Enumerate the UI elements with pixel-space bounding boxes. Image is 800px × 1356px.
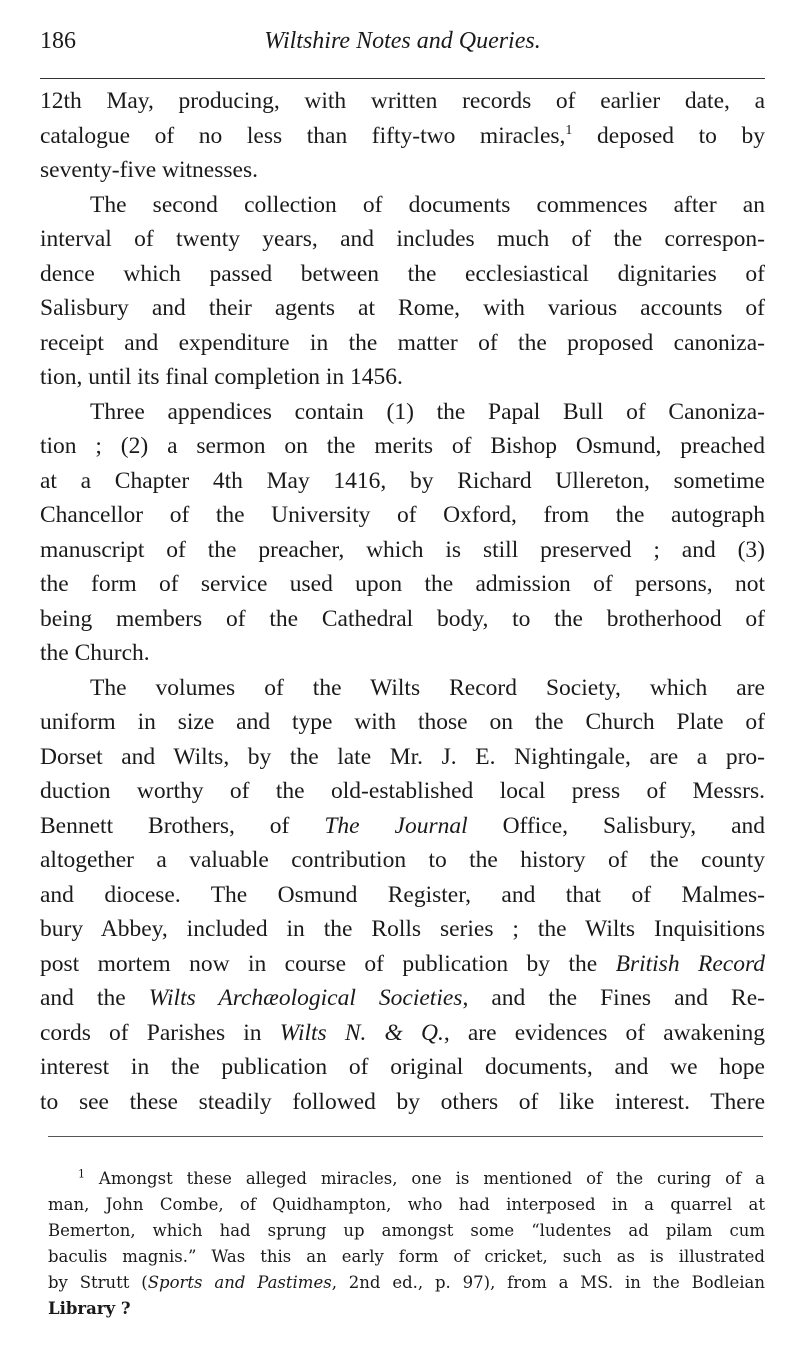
text-segment: to see these steadily followed by others of like interest. There — [40, 1088, 765, 1115]
text-segment: uniform in size and type with those on the Church Plate of — [40, 709, 765, 735]
text-segment: Dorset and Wilts, by the late Mr. J. E. Nightingale, are a pro- — [40, 743, 765, 770]
body-line — [40, 360, 765, 395]
body-line — [40, 1050, 765, 1085]
text-segment: Bemerton, which had sprung up amongst some “ludentes ad pilam cum — [48, 1221, 765, 1240]
text-segment: interest in the publication of original documents, and we hope — [40, 1054, 765, 1080]
text-segment: catalogue of no less than fifty-two miracles, — [40, 122, 566, 149]
footnote-line — [48, 1192, 765, 1218]
body-line — [40, 464, 765, 499]
text-segment: man, John Combe, of Quidhampton, who had interposed in a quarrel at — [48, 1195, 765, 1214]
text-segment: duction worthy of the old-established local press of Messrs. — [40, 778, 765, 804]
italic-text: Sports and Pastimes — [147, 1273, 332, 1292]
text-segment: and the — [40, 985, 149, 1011]
body-line — [40, 188, 765, 223]
body-line — [40, 774, 765, 809]
text-segment: bury Abbey, included in the Rolls series ; the Wilts Inquisitions — [40, 916, 765, 942]
footnotes — [48, 1166, 765, 1322]
footnote-marker: 1 — [565, 122, 573, 138]
text-segment: by Strutt ( — [48, 1273, 148, 1292]
text-segment: receipt and expenditure in the matter of the proposed canoniza- — [40, 329, 765, 356]
text-segment: Chancellor of the University of Oxford, from the autograph — [40, 502, 765, 528]
text-segment: interval of twenty years, and includes much of the correspon- — [40, 226, 765, 252]
footnote-line — [48, 1166, 765, 1192]
text-segment: Salisbury and their agents at Rome, with various accounts of — [40, 295, 765, 321]
text-segment: Three appendices contain (1) the Papal Bull of Canoniza- — [90, 398, 765, 425]
body-text — [40, 84, 765, 1119]
italic-text: Wilts Archæological Societies — [148, 985, 463, 1011]
text-segment: Library ? — [48, 1299, 131, 1318]
italic-text: The Journal — [324, 812, 468, 839]
body-line — [40, 153, 765, 188]
text-segment: , and the Fines and Re- — [462, 985, 765, 1011]
text-segment: , 2nd ed., p. 97), from a MS. in the Bodleian — [331, 1273, 765, 1292]
body-line — [40, 740, 765, 775]
text-segment: being members of the Cathedral body, to the brotherhood of — [40, 605, 765, 632]
text-segment: tion, until its final completion in 1456. — [40, 364, 403, 390]
text-segment: the Church. — [40, 640, 150, 666]
footnote-line — [48, 1270, 765, 1296]
body-line — [40, 843, 765, 878]
text-segment: seventy-five witnesses. — [40, 157, 258, 183]
italic-text: Wilts N. & Q. — [279, 1019, 444, 1046]
body-line — [40, 947, 765, 982]
body-line — [40, 429, 765, 464]
text-segment: post mortem now in course of publication by the — [40, 950, 616, 977]
body-line — [40, 878, 765, 913]
text-segment: cords of Parishes in — [40, 1019, 280, 1046]
footnote-marker: 1 — [78, 1167, 85, 1181]
running-title: Wiltshire Notes and Queries. — [264, 28, 541, 54]
text-segment: The second collection of documents commences after an — [90, 191, 765, 218]
body-line — [40, 119, 765, 154]
body-line — [40, 636, 765, 671]
body-line — [40, 1085, 765, 1120]
page-number: 186 — [40, 28, 76, 54]
body-line — [40, 671, 765, 706]
body-line — [40, 1016, 765, 1051]
text-segment: manuscript of the preacher, which is still preserved ; and (3) — [40, 536, 765, 563]
text-segment: tion ; (2) a sermon on the merits of Bishop Osmund, preached — [40, 433, 765, 459]
body-line — [40, 222, 765, 257]
text-segment: dence which passed between the ecclesiastical dignitaries of — [40, 260, 765, 287]
body-line — [40, 705, 765, 740]
text-segment: at a Chapter 4th May 1416, by Richard Ullereton, sometime — [40, 467, 765, 494]
body-line — [40, 809, 765, 844]
footnote-rule — [48, 1136, 763, 1137]
body-line — [40, 567, 765, 602]
body-line — [40, 981, 765, 1016]
text-segment: , are evidences of awakening — [443, 1019, 765, 1046]
body-line — [40, 498, 765, 533]
header-rule — [40, 78, 765, 79]
text-segment: Office, Salisbury, and — [467, 812, 766, 839]
footnote-line — [48, 1218, 765, 1244]
body-line — [40, 84, 765, 119]
body-line — [40, 395, 765, 430]
text-segment: 12th May, producing, with written records of earlier date, a — [40, 88, 765, 114]
text-segment: the form of service used upon the admission of persons, not — [40, 571, 765, 597]
text-segment: deposed to by — [572, 122, 765, 149]
body-line — [40, 602, 765, 637]
footnote-line — [48, 1244, 765, 1270]
text-segment: altogether a valuable contribution to the history of the county — [40, 847, 765, 873]
footnote-line — [48, 1296, 765, 1322]
body-line — [40, 533, 765, 568]
running-header — [40, 28, 765, 62]
text-segment: Amongst these alleged miracles, one is mentioned of the curing of a — [85, 1169, 765, 1188]
body-line — [40, 291, 765, 326]
body-line — [40, 326, 765, 361]
text-segment: and diocese. The Osmund Register, and that of Malmes- — [40, 881, 765, 908]
body-line — [40, 912, 765, 947]
italic-text: British Record — [615, 950, 765, 977]
text-segment: The volumes of the Wilts Record Society, which are — [90, 674, 765, 701]
text-segment: Bennett Brothers, of — [40, 812, 325, 839]
text-segment: baculis magnis.” Was this an early form of cricket, such as is illustrated — [48, 1247, 765, 1266]
body-line — [40, 257, 765, 292]
